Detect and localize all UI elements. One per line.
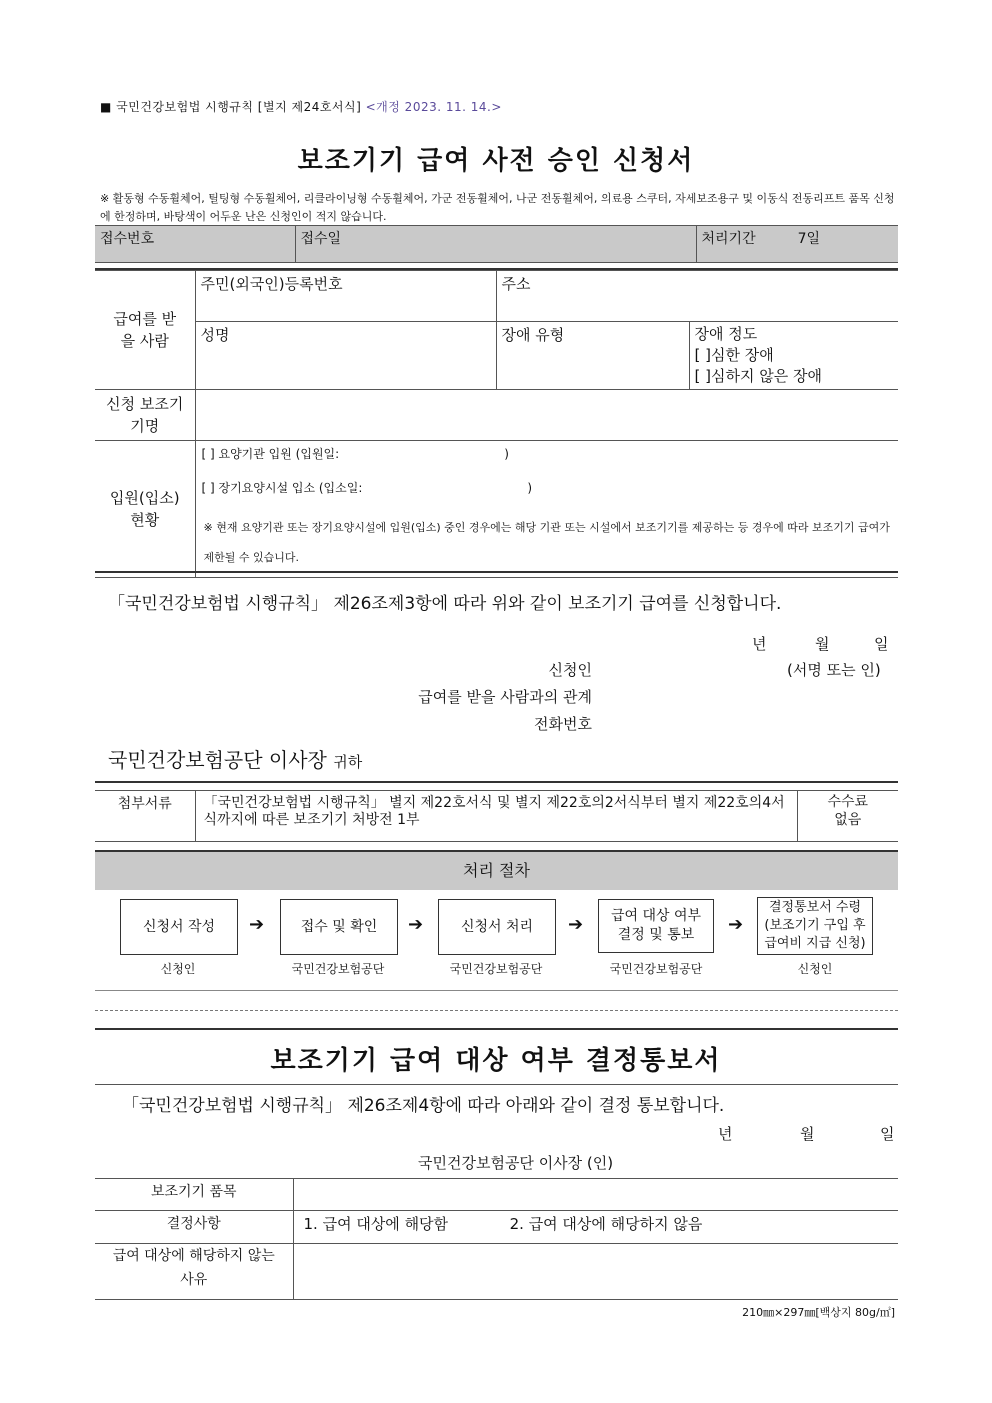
phone-label: 전화번호 <box>534 715 592 733</box>
device-item-label: 보조기기 품목 <box>95 1179 293 1211</box>
date-day: 일 <box>874 635 889 653</box>
application-table <box>95 270 898 578</box>
address-label: 주소 <box>501 275 531 293</box>
reason-field[interactable] <box>293 1244 898 1300</box>
divider <box>95 990 898 991</box>
reason-label: 급여 대상에 해당하지 않는 사유 <box>95 1244 293 1300</box>
addressee-suffix: 귀하 <box>333 753 363 771</box>
divider <box>95 1028 898 1030</box>
step-receive-notice: 결정통보서 수령 (보조기기 구입 후 급여비 지급 신청) <box>757 897 873 955</box>
close-paren: ) <box>504 447 509 461</box>
decision-option-ineligible[interactable]: 2. 급여 대상에 해당하지 않음 <box>509 1215 703 1233</box>
relation-label: 급여를 받을 사람과의 관계 <box>418 688 592 706</box>
arrow-right-icon: ➔ <box>728 914 744 935</box>
name-field[interactable] <box>195 322 496 390</box>
disability-type-field[interactable] <box>496 322 689 390</box>
device-name-field[interactable] <box>195 390 898 441</box>
step-actor: 신청인 <box>797 962 833 976</box>
addressee-name: 국민건강보험공단 이사장 <box>108 748 327 772</box>
resident-id-field[interactable] <box>195 271 496 322</box>
step-receive-confirm: 접수 및 확인 <box>280 899 398 955</box>
date-month: 월 <box>815 635 830 653</box>
notice-date-day: 일 <box>880 1125 895 1143</box>
addressee <box>108 744 362 773</box>
law-ref-text: ■ 국민건강보험법 시행규칙 [별지 제24호서식] <box>100 100 362 114</box>
hospital-admission-row <box>202 445 893 479</box>
form-title: 보조기기 급여 사전 승인 신청서 <box>297 146 695 176</box>
severe-disability-checkbox[interactable]: [ ]심한 장애 <box>694 346 774 364</box>
processing-period-value: 7일 <box>797 231 821 247</box>
divider <box>95 571 898 573</box>
notice-date-year: 년 <box>718 1125 733 1143</box>
processing-period-field <box>696 226 898 263</box>
attachment-table <box>95 790 898 842</box>
notice-signer: 국민건강보험공단 이사장 (인) <box>418 1154 614 1172</box>
receipt-date-field <box>295 226 696 263</box>
close-paren: ) <box>527 481 533 495</box>
receipt-table <box>95 225 898 263</box>
decision-label: 결정사항 <box>95 1211 293 1244</box>
step-write-application: 신청서 작성 <box>120 899 238 955</box>
disability-degree-field <box>689 322 898 390</box>
signature-hint: (서명 또는 인) <box>787 661 881 679</box>
notice-date-month: 월 <box>800 1125 815 1143</box>
attachment-label: 첨부서류 <box>95 791 195 842</box>
step-actor: 국민건강보험공단 <box>449 962 543 976</box>
law-reference <box>100 98 502 115</box>
receipt-number-label: 접수번호 <box>100 231 155 247</box>
decision-table <box>95 1178 898 1300</box>
revision-text: <개정 2023. 11. 14.> <box>365 100 502 114</box>
disability-type-label: 장애 유형 <box>501 326 565 344</box>
admission-note: ※ 현재 요양기관 또는 장기요양시설에 입원(입소) 중인 경우에는 해당 기관 또는 시설에서 보조기기를 제공하는 등 경우에 따라 보조기기 급여가 제한될 수 있습니다. <box>203 521 890 564</box>
process-title: 처리 절차 <box>95 850 898 890</box>
notice-declaration: 「국민건강보험법 시행규칙」 제26조제4항에 따라 아래와 같이 결정 통보합니다. <box>122 1096 725 1116</box>
fee-cell <box>797 791 898 842</box>
address-field[interactable] <box>496 271 898 322</box>
arrow-right-icon: ➔ <box>408 914 424 935</box>
step-actor: 국민건강보험공단 <box>291 962 385 976</box>
disability-degree-label: 장애 정도 <box>694 325 758 343</box>
step-decide-notify: 급여 대상 여부 결정 및 통보 <box>598 899 714 953</box>
form-note: ※ 활동형 수동휠체어, 틸팅형 수동휠체어, 리클라이닝형 수동휠체어, 가군 전동휠체어, 나군 전동휠체어, 의료용 스쿠터, 자세보조용구 및 이동식 전동리프트 품목 신청에 한정하며, 바탕색이 어두운 난은 신청인이 적지 않습니다. <box>100 192 895 223</box>
fee-value: 없음 <box>834 812 862 828</box>
step-actor: 신청인 <box>160 962 196 976</box>
facility-admission-row <box>202 479 893 513</box>
date-year: 년 <box>752 635 767 653</box>
arrow-right-icon: ➔ <box>568 914 584 935</box>
hospital-admission-checkbox[interactable]: [ ] 요양기관 입원 (입원일: <box>201 447 340 461</box>
device-item-field[interactable] <box>293 1179 898 1211</box>
resident-id-label: 주민(외국인)등록번호 <box>200 275 343 293</box>
notice-title: 보조기기 급여 대상 여부 결정통보서 <box>270 1046 722 1076</box>
admission-label: 입원(입소) 현황 <box>95 441 195 578</box>
cut-line <box>95 1010 898 1011</box>
arrow-right-icon: ➔ <box>249 914 265 935</box>
step-process-application: 신청서 처리 <box>438 899 556 955</box>
mild-disability-checkbox[interactable]: [ ]심하지 않은 장애 <box>694 367 822 385</box>
name-label: 성명 <box>200 326 230 344</box>
admission-status-field <box>195 441 898 578</box>
device-label: 신청 보조기기명 <box>95 390 195 441</box>
receipt-number-field <box>95 226 295 263</box>
decision-option-eligible[interactable]: 1. 급여 대상에 해당함 <box>303 1215 449 1233</box>
declaration-text: 「국민건강보험법 시행규칙」 제26조제3항에 따라 위와 같이 보조기기 급여를 신청합니다. <box>108 594 782 614</box>
processing-period-label: 처리기간 <box>701 231 756 247</box>
step-actor: 국민건강보험공단 <box>609 962 703 976</box>
receipt-date-label: 접수일 <box>300 231 342 247</box>
decision-options <box>293 1211 898 1244</box>
fee-label: 수수료 <box>827 794 869 810</box>
divider <box>95 1084 898 1085</box>
facility-admission-checkbox[interactable]: [ ] 장기요양시설 입소 (입소일: <box>201 481 363 495</box>
applicant-label: 신청인 <box>548 661 592 679</box>
paper-spec: 210㎜×297㎜[백상지 80g/㎡] <box>742 1306 895 1319</box>
attachment-content: 「국민건강보험법 시행규칙」 별지 제22호서식 및 별지 제22호의2서식부터 별지 제22호의4서식까지에 따른 보조기기 처방전 1부 <box>195 791 797 842</box>
recipient-label: 급여를 받을 사람 <box>95 271 195 390</box>
divider <box>95 781 898 783</box>
